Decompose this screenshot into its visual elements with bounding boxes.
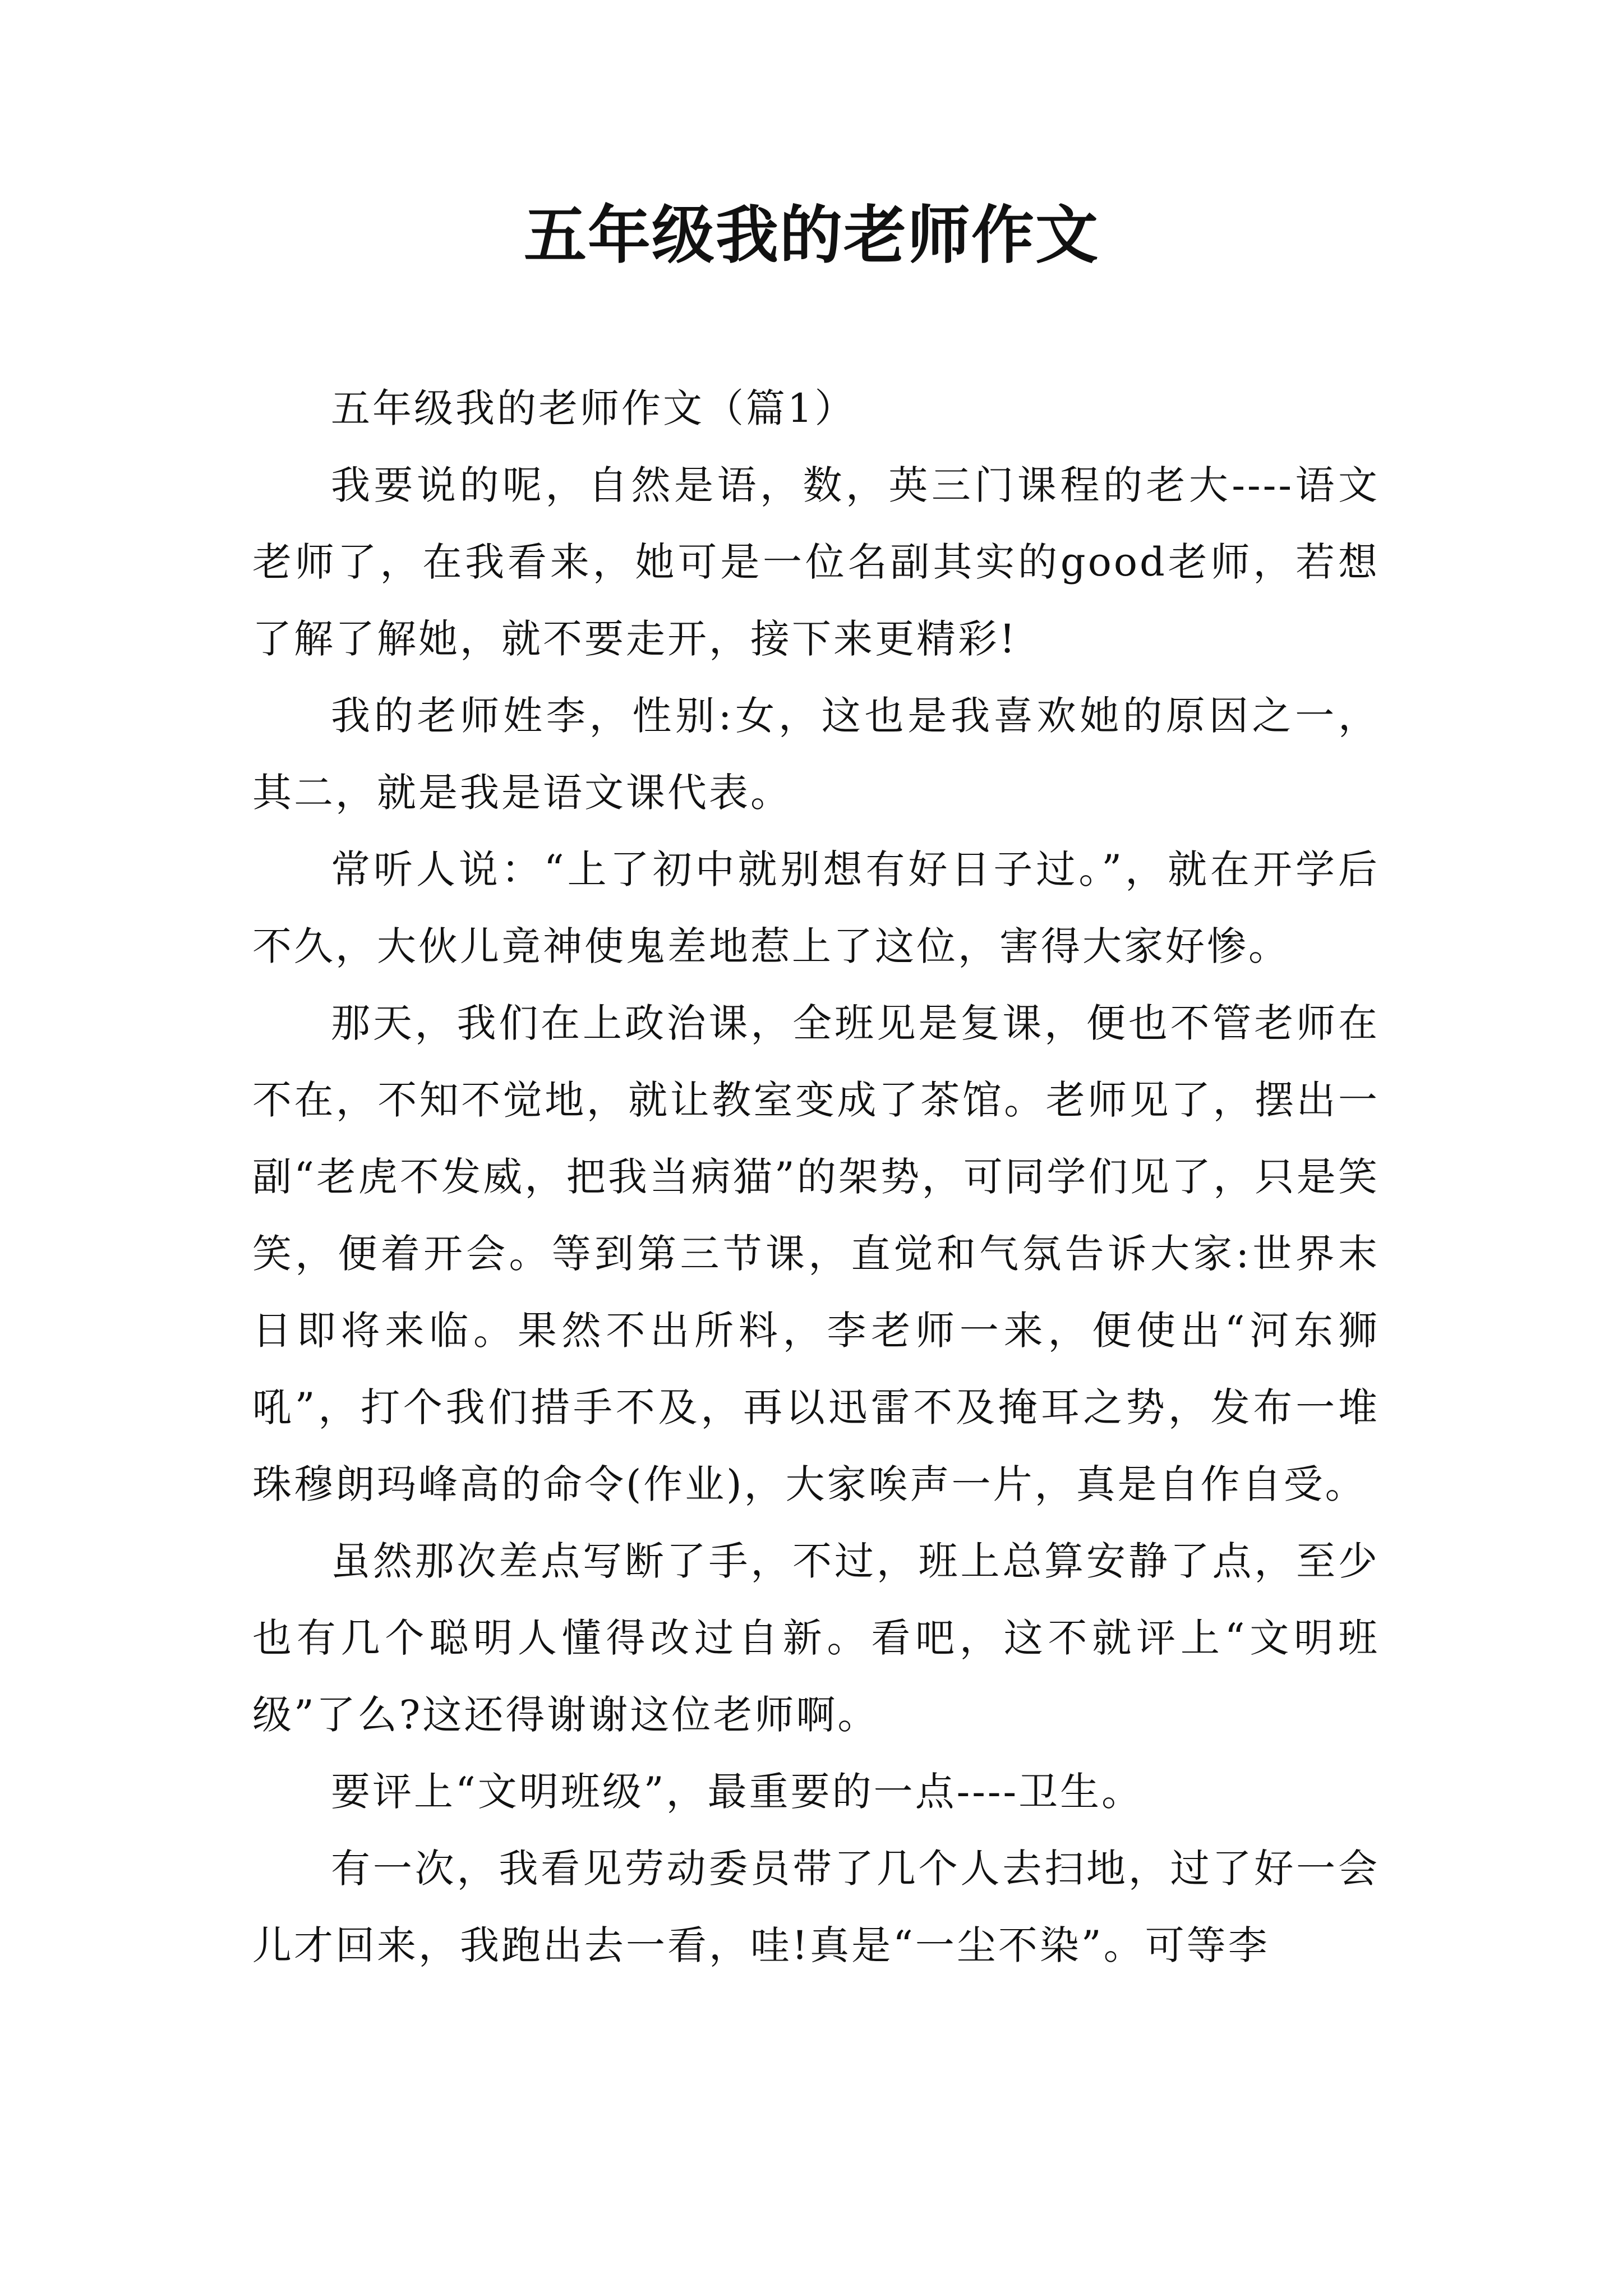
paragraph: 常听人说：“上了初中就别想有好日子过。”，就在开学后不久，大伙儿竟神使鬼差地惹上了这位，害得大家好惨。 [252,846,1380,969]
paragraph: 那天，我们在上政治课，全班见是复课，便也不管老师在不在，不知不觉地，就让教室变成了茶馆。老师见了，摆出一副“老虎不发威，把我当病猫”的架势，可同学们见了，只是笑笑，便着开会。等到第三节课，直觉和气氛告诉大家:世界末日即将来临。果然不出所料，李老师一来，便使出“河东狮吼”，打个我们措手不及，再以迅雷不及掩耳之势，发布一堆珠穆朗玛峰高的命令(作业)，大家唉声一片，真是自作自受。 [252,1000,1380,1507]
paragraph: 我的老师姓李，性别:女，这也是我喜欢她的原因之一，其二，就是我是语文课代表。 [252,693,1380,816]
paragraph: 要评上“文明班级”，最重要的一点----卫生。 [331,1769,1144,1815]
paragraph: 我要说的呢，自然是语，数，英三门课程的老大----语文老师了，在我看来，她可是一位名副其实的good老师，若想了解了解她，就不要走开，接下来更精彩! [252,462,1380,662]
document-body [252,370,1380,1984]
paragraph: 虽然那次差点写断了手，不过，班上总算安静了点，至少也有几个聪明人懂得改过自新。看吧，这不就评上“文明班级”了么?这还得谢谢这位老师啊。 [252,1538,1380,1738]
paragraph: 有一次，我看见劳动委员带了几个人去扫地，过了好一会儿才回来，我跑出去一看，哇!真是“一尘不染”。可等李 [252,1846,1380,1968]
paragraph-heading: 五年级我的老师作文（篇1） [331,385,856,431]
document-title: 五年级我的老师作文 [524,199,1099,272]
